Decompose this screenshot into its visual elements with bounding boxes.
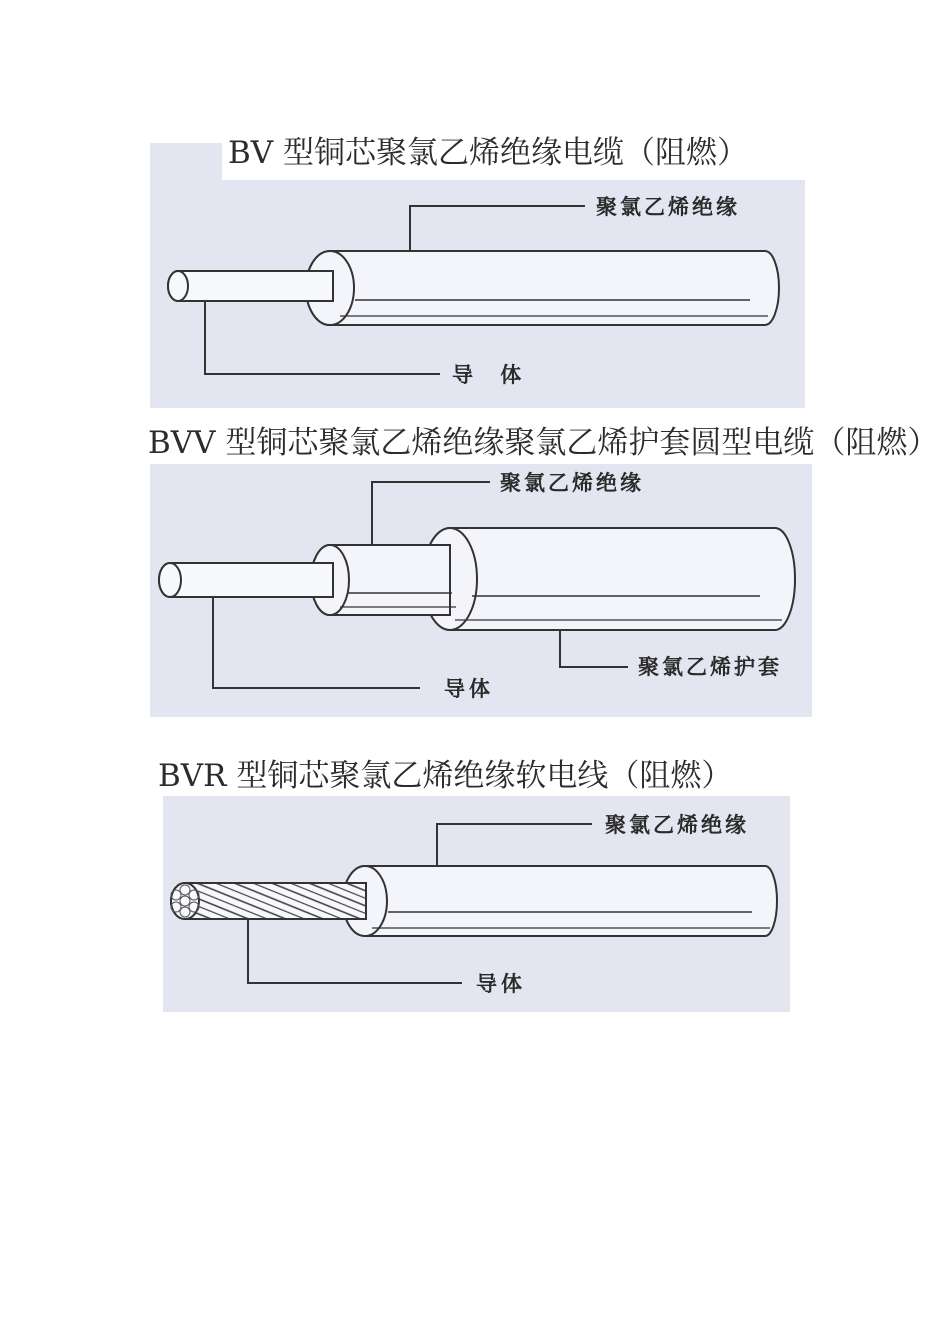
bvr-conductor-end [171,883,199,919]
bvv-sheath-label: 聚氯乙烯护套 [638,655,782,679]
bv-conductor-label: 导 体 [452,363,532,387]
bvr-insulation-label: 聚氯乙烯绝缘 [605,813,749,837]
bvv-insulation-label: 聚氯乙烯绝缘 [500,471,644,495]
bvv-conductor-label: 导体 [444,677,494,701]
bvr-stranded-conductor [171,883,366,919]
bvr-conductor-label: 导体 [476,972,526,996]
bvv-cable-title: BVV 型铜芯聚氯乙烯绝缘聚氯乙烯护套圆型电缆（阻燃） [148,425,939,461]
bv-cable-title: BV 型铜芯聚氯乙烯绝缘电缆（阻燃） [228,135,749,171]
bvr-insulation-leader [437,824,592,866]
bvr-cable-title: BVR 型铜芯聚氯乙烯绝缘软电线（阻燃） [158,758,733,794]
bv-insulation-label: 聚氯乙烯绝缘 [596,195,740,219]
bvr-insulation-body [343,866,777,936]
